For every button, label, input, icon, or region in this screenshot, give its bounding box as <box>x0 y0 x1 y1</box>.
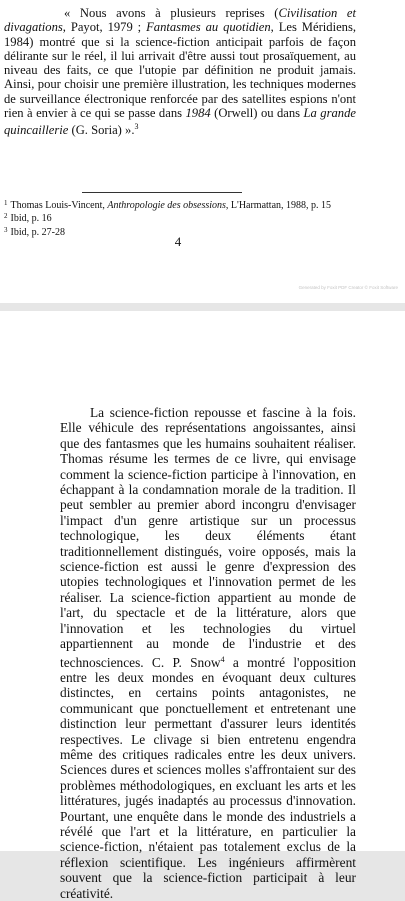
quote-text: (Orwell) ou dans <box>210 106 304 121</box>
document-page-bottom <box>0 311 405 901</box>
quote-text: « Nous avons à plusieurs reprises ( <box>64 6 279 20</box>
footnote-separator <box>82 192 242 193</box>
footnotes <box>4 198 356 238</box>
body-text: a montré l'opposition entre les deux mondes en évoquant deux cultures distinctes, en certains points antagonistes, ne communicant que ponctuellement et entretenant une distinction leur permettant d'assurer leurs identités respectives. Le clivage si bien entretenu engendra même des critiques radicales entre les deux univers. Sciences dures et sciences molles s'affrontaient sur des problèmes méthodologiques, en excluant les arts et les littératures, jugés inadaptés au processus d'innovation. Pourtant, une enquête dans le monde des industriels a révélé que l'art et la littérature, en particulier la science-fiction, n'étaient pas totalement exclus de la réflexion scientifique. Les ingénieurs affirmèrent souvent que la science-fiction participait à leur créativité. <box>60 654 357 901</box>
quote-text: , Les Méridiens, 1984) montré que si la science-fiction anticipait parfois de façon délirante sur le réel, il lui arrivait d'être aussi tout prosaïquement, au niveau des faits, ce que l'utopie par définition ne produit jamais. Ainsi, pour choisir une première illustration, les techniques modernes de surveillance électronique renforcée par des satellites espions n'ont rien à envier à ce qui se passe dans <box>4 20 357 121</box>
quote-paragraph <box>4 6 356 138</box>
book-title: La grande quincaillerie <box>4 106 356 138</box>
quote-text: , Payot, 1979 ; <box>62 20 147 35</box>
footnote-2: $^2$ Ibid, p. 16 <box>4 212 52 225</box>
body-text: La science-fiction repousse et fascine à la fois. Elle véhicule des représentations angoissantes, ainsi que des fantasmes que les humains souhaitent réaliser. Thomas résume les termes de ce livre, qui envisage comment la science-fiction participe à l'innovation, en échappant à la condamnation morale de la tradition. Il peut sembler au premier abord incongru d'envisager l'impact d'un genre artistique sur un processus technologique, les deux éléments étant traditionnellement distingués, voire opposés, mais la science-fiction est aussi le genre d'expression des utopies technologiques et l'innovation permet de les réaliser. La science-fiction appartient au monde de l'art, du spectacle et de la littérature, alors que l'innovation et les technologies du virtuel appartiennent au monde de l'industrie et des technosciences. C. P. Snow <box>60 405 356 670</box>
footnote-reference: 4 <box>220 654 225 664</box>
book-title: Fantasmes au quotidien <box>146 20 271 35</box>
quote-text: (G. Soria) ». <box>68 123 135 138</box>
body-paragraph <box>60 405 356 901</box>
creator-watermark: Generated by Foxit PDF Creator © Foxit Software <box>298 285 398 290</box>
page-number: 4 <box>174 234 182 249</box>
footnote-1: $^1$ Thomas Louis-Vincent, Anthropologie des obsessions, L'Harmattan, 1988, p. 15 <box>4 199 332 211</box>
book-title: Civilisation et divagations <box>4 6 356 35</box>
document-page-top <box>0 0 405 303</box>
footnote-3: $^3$ Ibid, p. 27-28 <box>4 225 65 238</box>
book-title: 1984 <box>185 106 211 121</box>
footnote-reference: 3 <box>134 122 139 132</box>
